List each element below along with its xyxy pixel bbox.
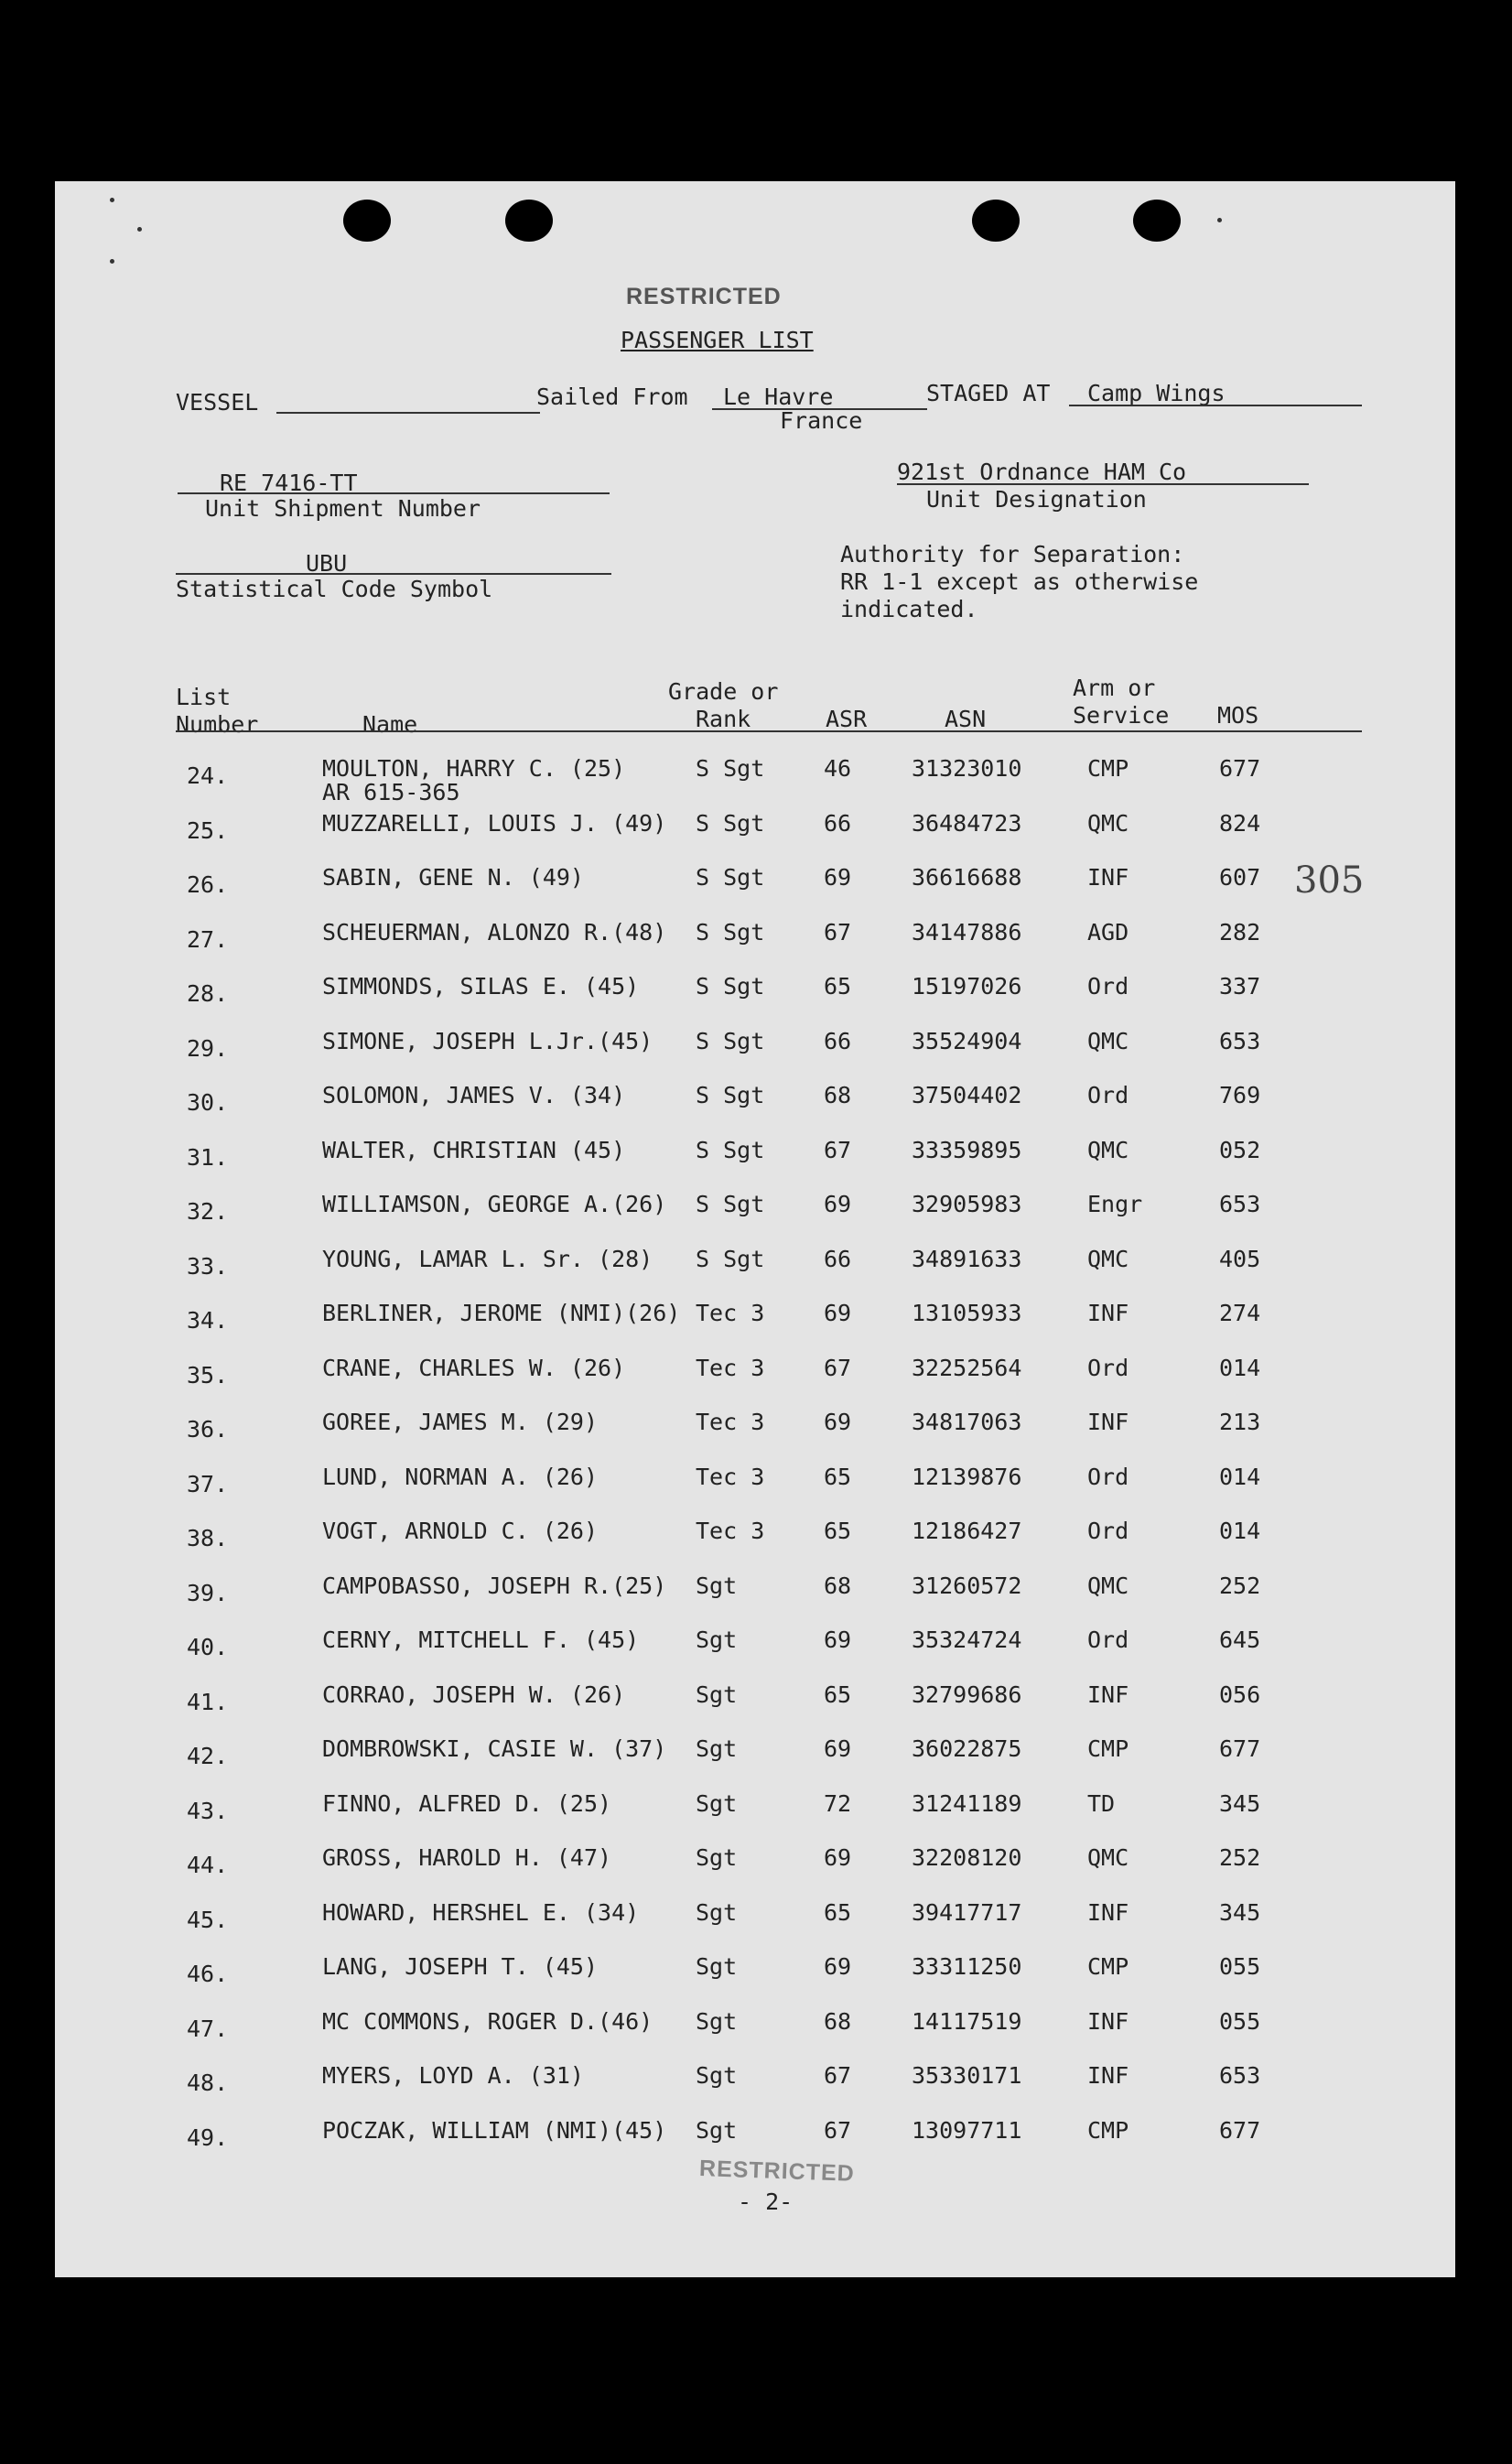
asn-number: 35330171 <box>912 2062 1022 2089</box>
row-number: 45. <box>187 1906 229 1933</box>
table-row <box>55 2063 1455 2100</box>
row-number: 33. <box>187 1252 229 1280</box>
sailed-from-country: France <box>780 407 863 434</box>
asr-score: 69 <box>824 1844 852 1871</box>
col-header-asn: ASN <box>945 706 987 732</box>
asr-score: 65 <box>824 1898 852 1926</box>
asn-number: 32208120 <box>912 1844 1022 1871</box>
asr-score: 65 <box>824 1463 852 1490</box>
arm-service: Ord <box>1087 1082 1129 1108</box>
table-row <box>55 1791 1455 1828</box>
row-number: 25. <box>187 816 229 844</box>
table-row <box>55 974 1455 1010</box>
row-number: 41. <box>187 1688 229 1715</box>
passenger-name: VOGT, ARNOLD C. (26) <box>322 1518 599 1544</box>
mos-code: 274 <box>1219 1300 1261 1326</box>
restricted-stamp-bottom: RESTRICTED <box>698 2156 856 2187</box>
row-number: 40. <box>187 1634 229 1660</box>
table-row <box>55 1356 1455 1392</box>
grade-rank: S Sgt <box>696 864 765 891</box>
header-rule <box>176 730 1362 732</box>
arm-service: INF <box>1087 1300 1129 1326</box>
unit-shipment-line <box>178 492 610 494</box>
grade-rank: Sgt <box>696 2007 738 2035</box>
mos-code: 824 <box>1219 809 1261 837</box>
arm-service: Ord <box>1087 1518 1129 1544</box>
asn-number: 34147886 <box>912 918 1022 946</box>
grade-rank: S Sgt <box>696 1027 765 1054</box>
arm-service: QMC <box>1087 1027 1129 1054</box>
arm-service: TD <box>1087 1789 1116 1817</box>
asr-score: 69 <box>824 1953 852 1980</box>
mos-code: 014 <box>1219 1518 1261 1544</box>
asr-score: 67 <box>824 2062 852 2089</box>
passenger-name: FINNO, ALFRED D. (25) <box>322 1789 612 1817</box>
authority-line-3: indicated. <box>840 596 978 622</box>
asr-score: 65 <box>824 1680 852 1708</box>
arm-service: CMP <box>1087 755 1129 782</box>
staged-at-label: STAGED AT <box>926 380 1051 406</box>
table-row <box>55 1573 1455 1610</box>
grade-rank: S Sgt <box>696 918 765 946</box>
arm-service: Ord <box>1087 973 1129 1000</box>
asr-score: 67 <box>824 1136 852 1163</box>
arm-service: CMP <box>1087 1735 1129 1762</box>
asr-score: 68 <box>824 1572 852 1599</box>
arm-service: QMC <box>1087 1245 1129 1272</box>
mos-code: 337 <box>1219 973 1261 1000</box>
passenger-name: MUZZARELLI, LOUIS J. (49) <box>322 809 667 837</box>
row-number: 31. <box>187 1143 229 1171</box>
stat-code-value: UBU <box>306 550 348 577</box>
asr-score: 66 <box>824 809 852 837</box>
passenger-name: CORRAO, JOSEPH W. (26) <box>322 1680 626 1708</box>
arm-service: INF <box>1087 2062 1129 2089</box>
unit-designation-value: 921st Ordnance HAM Co <box>897 459 1187 485</box>
vessel-label: VESSEL <box>176 389 259 416</box>
asn-number: 37504402 <box>912 1082 1022 1108</box>
arm-service: Ord <box>1087 1626 1129 1653</box>
table-row <box>55 1029 1455 1065</box>
asn-number: 32799686 <box>912 1680 1022 1708</box>
asn-number: 15197026 <box>912 973 1022 1000</box>
mos-code: 607 <box>1219 864 1261 891</box>
passenger-name: MC COMMONS, ROGER D.(46) <box>322 2007 653 2035</box>
passenger-name: WILLIAMSON, GEORGE A.(26) <box>322 1191 667 1217</box>
mos-code: 014 <box>1219 1354 1261 1381</box>
passenger-name: POCZAK, WILLIAM (NMI)(45) <box>322 2116 667 2144</box>
speck <box>1217 218 1222 222</box>
row-number: 35. <box>187 1361 229 1389</box>
table-row <box>55 1954 1455 1991</box>
arm-service: INF <box>1087 1898 1129 1926</box>
passenger-name: CAMPOBASSO, JOSEPH R.(25) <box>322 1572 667 1599</box>
staged-at-line <box>1069 405 1362 406</box>
arm-service: INF <box>1087 2007 1129 2035</box>
asr-score: 69 <box>824 1191 852 1217</box>
grade-rank: Sgt <box>696 1789 738 1817</box>
asn-number: 32905983 <box>912 1191 1022 1217</box>
asn-number: 12139876 <box>912 1463 1022 1490</box>
grade-rank: S Sgt <box>696 1136 765 1163</box>
mos-code: 677 <box>1219 2116 1261 2144</box>
mos-code: 252 <box>1219 1572 1261 1599</box>
grade-rank: S Sgt <box>696 1082 765 1108</box>
mos-code: 769 <box>1219 1082 1261 1108</box>
grade-rank: Sgt <box>696 1953 738 1980</box>
arm-service: CMP <box>1087 2116 1129 2144</box>
passenger-name: CERNY, MITCHELL F. (45) <box>322 1626 640 1653</box>
asr-score: 65 <box>824 973 852 1000</box>
punch-hole <box>1133 200 1181 242</box>
authority-line-2: RR 1-1 except as otherwise <box>840 568 1199 595</box>
col-header-grade-2: Rank <box>696 706 751 732</box>
asr-score: 72 <box>824 1789 852 1817</box>
passenger-name: CRANE, CHARLES W. (26) <box>322 1354 626 1381</box>
arm-service: QMC <box>1087 1844 1129 1871</box>
asr-score: 67 <box>824 918 852 946</box>
table-row <box>55 865 1455 902</box>
asn-number: 31241189 <box>912 1789 1022 1817</box>
row-number: 49. <box>187 2124 229 2151</box>
mos-code: 677 <box>1219 1735 1261 1762</box>
unit-shipment-value: RE 7416-TT <box>220 470 358 496</box>
asn-number: 35324724 <box>912 1626 1022 1653</box>
asr-score: 46 <box>824 755 852 782</box>
asn-number: 13097711 <box>912 2116 1022 2144</box>
row-number: 36. <box>187 1416 229 1443</box>
sailed-from-value: Le Havre <box>723 384 834 410</box>
row-number: 39. <box>187 1579 229 1606</box>
grade-rank: S Sgt <box>696 1191 765 1217</box>
arm-service: INF <box>1087 1409 1129 1435</box>
passenger-name: SABIN, GENE N. (49) <box>322 864 584 891</box>
table-row <box>55 2118 1455 2155</box>
asr-score: 69 <box>824 1300 852 1326</box>
table-row <box>55 1301 1455 1337</box>
passenger-name: SIMONE, JOSEPH L.Jr.(45) <box>322 1027 653 1054</box>
speck <box>110 259 114 264</box>
passenger-name: SOLOMON, JAMES V. (34) <box>322 1082 626 1108</box>
col-header-arm-2: Service <box>1073 702 1170 729</box>
table-row <box>55 1518 1455 1555</box>
table-row <box>55 1138 1455 1174</box>
page-title: PASSENGER LIST <box>621 327 814 353</box>
asr-score: 68 <box>824 2007 852 2035</box>
vessel-line <box>276 412 540 414</box>
arm-service: INF <box>1087 864 1129 891</box>
grade-rank: Tec 3 <box>696 1409 765 1435</box>
asr-score: 69 <box>824 1626 852 1653</box>
restricted-stamp-top: RESTRICTED <box>626 284 782 309</box>
row-number: 27. <box>187 925 229 953</box>
passenger-name: WALTER, CHRISTIAN (45) <box>322 1136 626 1163</box>
asn-number: 39417717 <box>912 1898 1022 1926</box>
asr-score: 65 <box>824 1518 852 1544</box>
asr-score: 67 <box>824 1354 852 1381</box>
row-number: 48. <box>187 2070 229 2096</box>
staged-at-value: Camp Wings <box>1087 380 1226 406</box>
col-header-name: Name <box>362 711 418 738</box>
unit-designation-line <box>897 483 1309 485</box>
arm-service: INF <box>1087 1680 1129 1708</box>
asn-number: 31323010 <box>912 755 1022 782</box>
grade-rank: Sgt <box>696 1898 738 1926</box>
grade-rank: Sgt <box>696 1844 738 1871</box>
row-number: 28. <box>187 980 229 1007</box>
table-row <box>55 755 1455 805</box>
asn-number: 31260572 <box>912 1572 1022 1599</box>
table-row <box>55 1682 1455 1719</box>
grade-rank: Tec 3 <box>696 1463 765 1490</box>
speck <box>110 198 114 202</box>
row-number: 38. <box>187 1525 229 1551</box>
asn-number: 34891633 <box>912 1245 1022 1272</box>
stat-code-line <box>176 573 611 575</box>
col-header-arm: Arm or <box>1073 675 1156 701</box>
table-row <box>55 1464 1455 1501</box>
asn-number: 35524904 <box>912 1027 1022 1054</box>
mos-code: 653 <box>1219 1027 1261 1054</box>
table-row <box>55 1845 1455 1882</box>
mos-code: 645 <box>1219 1626 1261 1653</box>
asr-score: 69 <box>824 864 852 891</box>
grade-rank: Sgt <box>696 1680 738 1708</box>
arm-service: CMP <box>1087 1953 1129 1980</box>
asr-score: 66 <box>824 1027 852 1054</box>
mos-code: 056 <box>1219 1680 1261 1708</box>
page-number: - 2- <box>738 2188 794 2215</box>
asn-number: 36022875 <box>912 1735 1022 1762</box>
asr-score: 66 <box>824 1245 852 1272</box>
row-number: 44. <box>187 1852 229 1878</box>
mos-code: 282 <box>1219 918 1261 946</box>
mos-code: 405 <box>1219 1245 1261 1272</box>
grade-rank: Sgt <box>696 1626 738 1653</box>
col-header-list-number-2: Number <box>176 711 259 738</box>
arm-service: Ord <box>1087 1354 1129 1381</box>
arm-service: QMC <box>1087 1572 1129 1599</box>
table-row <box>55 1083 1455 1119</box>
grade-rank: Tec 3 <box>696 1300 765 1326</box>
document-page <box>55 181 1455 2277</box>
row-note: AR 615-365 <box>322 779 460 805</box>
punch-hole <box>505 200 553 242</box>
table-row <box>55 1192 1455 1228</box>
asn-number: 36616688 <box>912 864 1022 891</box>
sailed-from-label: Sailed From <box>536 384 688 410</box>
row-number: 37. <box>187 1470 229 1497</box>
table-row <box>55 2009 1455 2046</box>
table-row <box>55 1900 1455 1937</box>
arm-service: QMC <box>1087 809 1129 837</box>
mos-code: 052 <box>1219 1136 1261 1163</box>
mos-code: 345 <box>1219 1898 1261 1926</box>
unit-designation-label: Unit Designation <box>926 486 1147 513</box>
mos-code: 055 <box>1219 2007 1261 2035</box>
mos-code: 653 <box>1219 2062 1261 2089</box>
asn-number: 33311250 <box>912 1953 1022 1980</box>
grade-rank: Sgt <box>696 1735 738 1762</box>
table-row <box>55 1736 1455 1773</box>
col-header-list-number: List <box>176 684 232 710</box>
asr-score: 69 <box>824 1409 852 1435</box>
margin-page-number: 305 <box>1294 859 1365 902</box>
table-row <box>55 1247 1455 1283</box>
mos-code: 213 <box>1219 1409 1261 1435</box>
table-row <box>55 1627 1455 1664</box>
row-number: 34. <box>187 1307 229 1334</box>
row-number: 43. <box>187 1797 229 1824</box>
passenger-name: DOMBROWSKI, CASIE W. (37) <box>322 1735 667 1762</box>
asn-number: 34817063 <box>912 1409 1022 1435</box>
passenger-name: YOUNG, LAMAR L. Sr. (28) <box>322 1245 653 1272</box>
row-number: 42. <box>187 1743 229 1769</box>
passenger-name: MOULTON, HARRY C. (25) <box>322 755 626 782</box>
grade-rank: Sgt <box>696 2062 738 2089</box>
asn-number: 14117519 <box>912 2007 1022 2035</box>
mos-code: 677 <box>1219 755 1261 782</box>
passenger-name: MYERS, LOYD A. (31) <box>322 2062 584 2089</box>
punch-hole <box>343 200 391 242</box>
mos-code: 014 <box>1219 1463 1261 1490</box>
grade-rank: S Sgt <box>696 809 765 837</box>
grade-rank: Tec 3 <box>696 1518 765 1544</box>
table-row <box>55 920 1455 956</box>
authority-line-1: Authority for Separation: <box>840 541 1185 567</box>
table-row <box>55 811 1455 848</box>
asn-number: 36484723 <box>912 809 1022 837</box>
row-number: 30. <box>187 1089 229 1116</box>
arm-service: Engr <box>1087 1191 1143 1217</box>
mos-code: 345 <box>1219 1789 1261 1817</box>
passenger-name: LUND, NORMAN A. (26) <box>322 1463 599 1490</box>
passenger-name: GROSS, HAROLD H. (47) <box>322 1844 612 1871</box>
arm-service: QMC <box>1087 1136 1129 1163</box>
passenger-name: BERLINER, JEROME (NMI)(26) <box>322 1300 681 1326</box>
grade-rank: S Sgt <box>696 1245 765 1272</box>
grade-rank: S Sgt <box>696 973 765 1000</box>
grade-rank: S Sgt <box>696 755 765 782</box>
mos-code: 653 <box>1219 1191 1261 1217</box>
arm-service: Ord <box>1087 1463 1129 1490</box>
stat-code-label: Statistical Code Symbol <box>176 576 493 602</box>
unit-shipment-label: Unit Shipment Number <box>205 495 481 522</box>
passenger-name: LANG, JOSEPH T. (45) <box>322 1953 599 1980</box>
table-row <box>55 1410 1455 1446</box>
asn-number: 12186427 <box>912 1518 1022 1544</box>
col-header-grade: Grade or <box>668 678 779 705</box>
passenger-name: SCHEUERMAN, ALONZO R.(48) <box>322 918 667 946</box>
speck <box>137 227 142 232</box>
col-header-mos: MOS <box>1217 702 1259 729</box>
passenger-name: GOREE, JAMES M. (29) <box>322 1409 599 1435</box>
punch-hole <box>972 200 1020 242</box>
row-number: 47. <box>187 2015 229 2042</box>
asn-number: 33359895 <box>912 1136 1022 1163</box>
passenger-name: HOWARD, HERSHEL E. (34) <box>322 1898 640 1926</box>
asn-number: 13105933 <box>912 1300 1022 1326</box>
asr-score: 69 <box>824 1735 852 1762</box>
asr-score: 67 <box>824 2116 852 2144</box>
row-number: 46. <box>187 1961 229 1987</box>
arm-service: AGD <box>1087 918 1129 946</box>
asn-number: 32252564 <box>912 1354 1022 1381</box>
col-header-asr: ASR <box>826 706 868 732</box>
asr-score: 68 <box>824 1082 852 1108</box>
row-number: 32. <box>187 1198 229 1225</box>
grade-rank: Sgt <box>696 1572 738 1599</box>
passenger-name: SIMMONDS, SILAS E. (45) <box>322 973 640 1000</box>
grade-rank: Sgt <box>696 2116 738 2144</box>
row-number: 26. <box>187 871 229 898</box>
mos-code: 055 <box>1219 1953 1261 1980</box>
row-number: 29. <box>187 1034 229 1062</box>
mos-code: 252 <box>1219 1844 1261 1871</box>
row-number: 24. <box>187 762 229 789</box>
grade-rank: Tec 3 <box>696 1354 765 1381</box>
